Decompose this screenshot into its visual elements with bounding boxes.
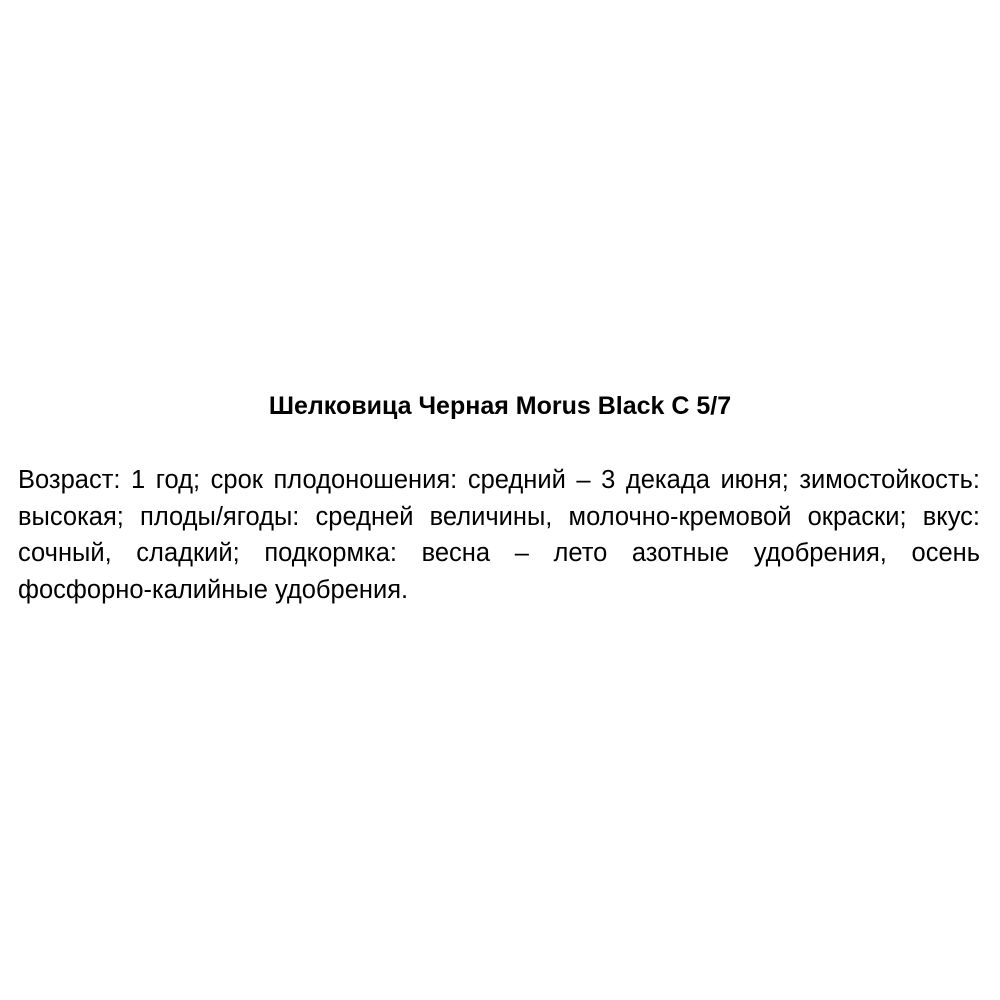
product-description: Возраст: 1 год; срок плодоношения: средний – 3 декада июня; зимостойкость: высокая; плоды/ягоды: средней величины, молочно-кремовой окраски; вкус: сочный, сладкий; подкормка: весна – лето азотные удобрения, осень фосфорно-калийные удобрения. — [18, 466, 980, 604]
product-title: Шелковица Черная Morus Black C 5/7 — [268, 392, 732, 420]
